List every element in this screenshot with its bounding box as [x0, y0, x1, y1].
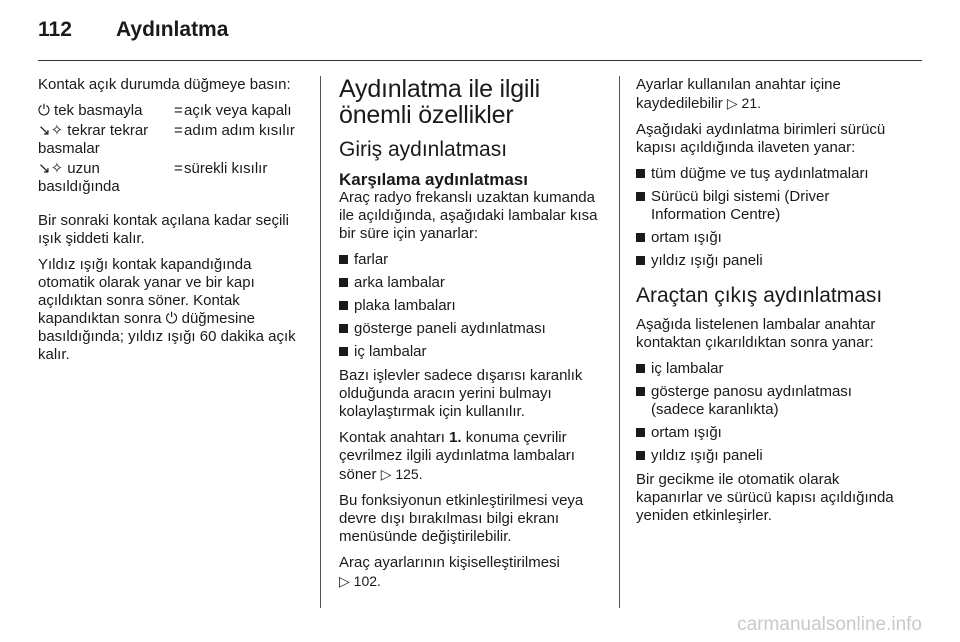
- paragraph: Bu fonksiyonun etkinleştirilmesi veya devre dışı bırakılması bilgi ekranı menüsünde değiştirilebilir.: [339, 492, 584, 545]
- lamp-list: [636, 165, 904, 270]
- subsection-heading: Araçtan çıkış aydınlatması: [636, 284, 883, 307]
- section-heading: Aydınlatma ile ilgili önemli özellikler: [339, 75, 540, 129]
- page-title: Aydınlatma: [116, 18, 229, 41]
- page-number: 112: [38, 18, 72, 41]
- page-reference-link[interactable]: ▷ 21.: [726, 95, 762, 111]
- table-value: adım adım kısılır: [184, 122, 295, 139]
- watermark: carmanualsonline.info: [737, 614, 922, 635]
- paragraph: [339, 429, 607, 484]
- paragraph: Aşağıdaki aydınlatma birimleri sürücü kapısı açıldığında ilaveten yanar:: [636, 121, 886, 156]
- list-item: yıldız ışığı paneli: [636, 252, 904, 270]
- paragraph: [339, 554, 607, 591]
- paragraph: Yıldız ışığı kontak kapandığında otomatik olarak yanar ve bir kapı açıldıktan sonra söner. Kontak kapandıktan sonra ⏻ düğmesine basıldığında; yıldız ışığı 60 dakika açık kalır.: [38, 256, 296, 363]
- table-equals: =: [174, 122, 183, 139]
- text-run: konuma çevrilir çevrilmez ilgili aydınlatma lambaları söner: [339, 429, 575, 483]
- page-header: [38, 18, 228, 42]
- table-row: [38, 122, 295, 160]
- paragraph: [636, 76, 904, 113]
- list-item: iç lambalar: [339, 343, 607, 361]
- text-run: Kontak anahtarı: [339, 429, 450, 446]
- position-number: 1.: [449, 429, 462, 446]
- paragraph: Araç radyo frekanslı uzaktan kumanda ile açıldığında, aşağıdaki lambalar kısa bir süre için yanarlar:: [339, 189, 598, 242]
- table-row: [38, 102, 295, 122]
- subsection-heading: Giriş aydınlatması: [339, 138, 508, 161]
- list-item: arka lambalar: [339, 274, 607, 292]
- lamp-list: [339, 251, 607, 361]
- column-2: [339, 76, 607, 599]
- list-item: ortam ışığı: [636, 424, 904, 442]
- paragraph: Bir sonraki kontak açılana kadar seçili ışık şiddeti kalır.: [38, 212, 289, 247]
- paragraph: Bir gecikme ile otomatik olarak kapanırlar ve sürücü kapısı açıldığında yeniden etkinleşirler.: [636, 471, 894, 524]
- page-reference-link[interactable]: ▷ 102.: [339, 573, 381, 589]
- minor-heading: Karşılama aydınlatması: [339, 170, 528, 189]
- intro-text: Kontak açık durumda düğmeye basın:: [38, 76, 291, 93]
- table-equals: =: [174, 102, 183, 119]
- table-key: ⏻ tek basmayla: [38, 102, 143, 119]
- header-rule: [38, 60, 922, 61]
- paragraph: Aşağıda listelenen lambalar anahtar kontaktan çıkarıldıktan sonra yanar:: [636, 316, 876, 351]
- column-3: [636, 76, 904, 533]
- list-item: yıldız ışığı paneli: [636, 447, 904, 465]
- page-reference-link[interactable]: ▷ 125.: [380, 466, 423, 482]
- table-equals: =: [174, 160, 183, 177]
- text-run: Ayarlar kullanılan anahtar içine kaydedilebilir: [636, 76, 841, 112]
- paragraph: Bazı işlevler sadece dışarısı karanlık olduğunda aracın yerini bulmayı kolaylaştırmak için kullanılır.: [339, 367, 583, 420]
- table-key: ↘✧ uzun basıldığında: [38, 160, 120, 195]
- list-item: gösterge paneli aydınlatması: [339, 320, 607, 338]
- list-item: gösterge panosu aydınlatması (sadece karanlıkta): [636, 383, 904, 419]
- list-item: tüm düğme ve tuş aydınlatmaları: [636, 165, 904, 183]
- column-1: [38, 76, 306, 372]
- lamp-list: [636, 360, 904, 465]
- list-item: plaka lambaları: [339, 297, 607, 315]
- button-action-table: [38, 102, 295, 198]
- list-item: ortam ışığı: [636, 229, 904, 247]
- table-value: açık veya kapalı: [184, 102, 292, 119]
- text-run: Araç ayarlarının kişiselleştirilmesi: [339, 554, 560, 571]
- table-row: [38, 160, 295, 198]
- column-divider-2: [619, 76, 620, 608]
- list-item: Sürücü bilgi sistemi (Driver Information Centre): [636, 188, 904, 224]
- table-value: sürekli kısılır: [184, 160, 268, 177]
- table-key: ↘✧ tekrar tekrar basmalar: [38, 122, 149, 157]
- column-divider-1: [320, 76, 321, 608]
- list-item: iç lambalar: [636, 360, 904, 378]
- list-item: farlar: [339, 251, 607, 269]
